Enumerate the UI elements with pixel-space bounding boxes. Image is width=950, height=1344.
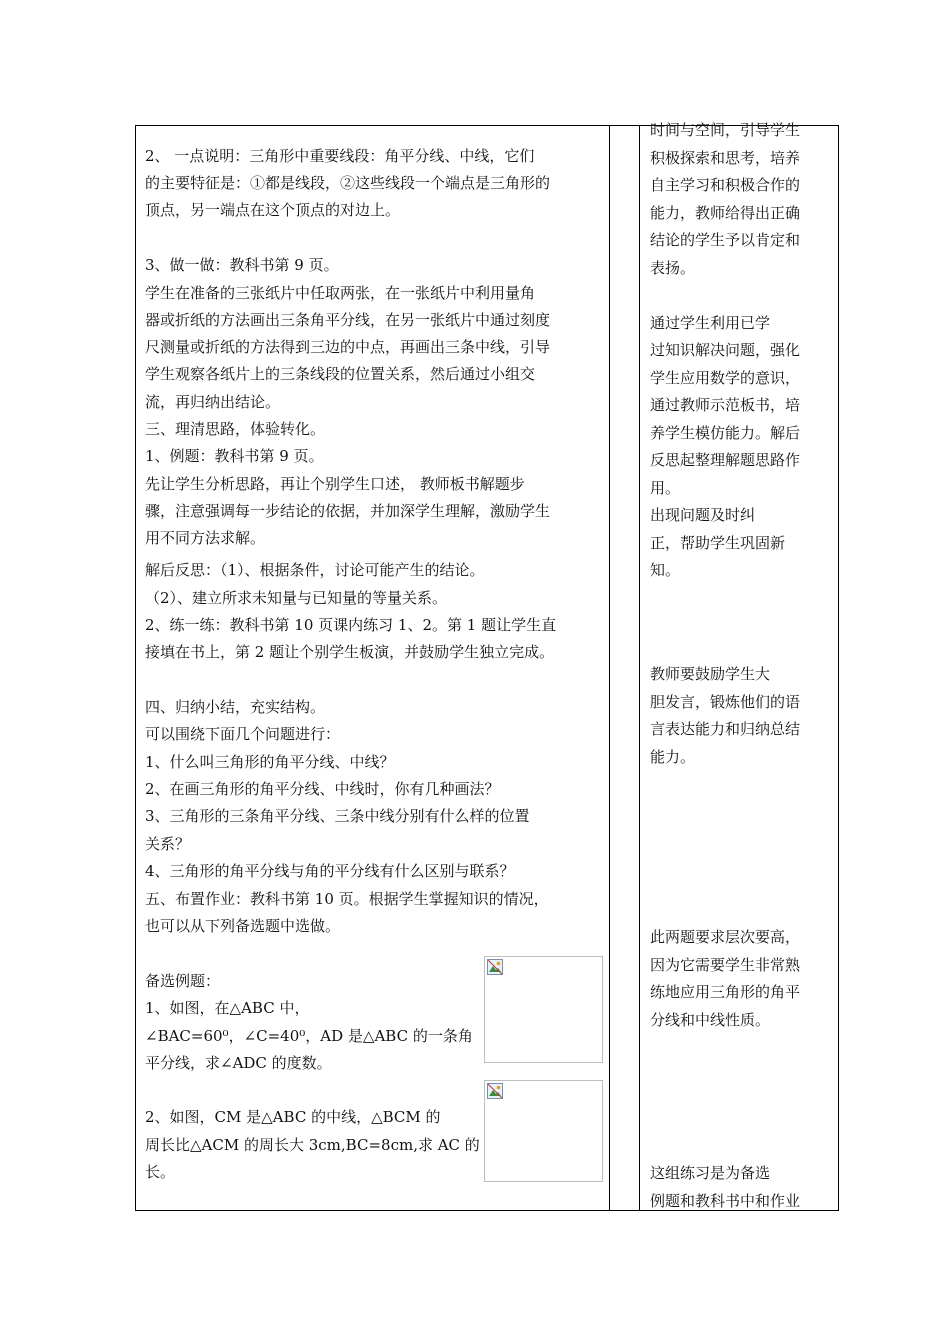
- right-text-line: 通过教师示范板书，培: [650, 396, 801, 414]
- column-divider-1: [609, 126, 610, 1210]
- left-text-line: 周长比△ACM 的周长大 3cm,BC=8cm,求 AC 的: [145, 1136, 480, 1154]
- right-text-line: 表扬。: [650, 259, 696, 277]
- left-text-line: 2、练一练：教科书第 10 页课内练习 1、2。第 1 题让学生直: [145, 616, 557, 634]
- right-text-line: 时间与空间，引导学生: [650, 121, 801, 139]
- right-text-line: 因为它需要学生非常熟: [650, 956, 801, 974]
- right-text-line: 用。: [650, 479, 681, 497]
- left-text-line: 3、做一做：教科书第 9 页。: [145, 256, 339, 274]
- right-text-line: 结论的学生予以肯定和: [650, 231, 801, 249]
- left-text-line: 也可以从下列备选题中选做。: [145, 917, 341, 935]
- left-text-line: 平分线，求∠ADC 的度数。: [145, 1054, 332, 1072]
- left-text-line: 四、归纳小结，充实结构。: [145, 698, 326, 716]
- left-text-line: 4、三角形的角平分线与角的平分线有什么区别与联系？: [145, 862, 515, 880]
- left-text-line: 三、理清思路，体验转化。: [145, 420, 326, 438]
- left-text-line: 骤，注意强调每一步结论的依据，并加深学生理解，激励学生: [145, 502, 551, 520]
- right-text-line: 积极探索和思考，培养: [650, 149, 801, 167]
- left-text-line: 尺测量或折纸的方法得到三边的中点，再画出三条中线，引导: [145, 338, 551, 356]
- broken-image-icon: [487, 1083, 503, 1099]
- right-text-line: 学生应用数学的意识，: [650, 369, 801, 387]
- left-text-line: 先让学生分析思路，再让个别学生口述， 教师板书解题步: [145, 475, 525, 493]
- left-text-line: 2、如图，CM 是△ABC 的中线，△BCM 的: [145, 1108, 441, 1126]
- left-text-line: 解后反思：（1）、根据条件，讨论可能产生的结论。: [145, 561, 485, 579]
- left-text-line: 接填在书上，第 2 题让个别学生板演，并鼓励学生独立完成。: [145, 643, 555, 661]
- left-text-line: 顶点，另一端点在这个顶点的对边上。: [145, 201, 401, 219]
- left-text-line: 1、如图，在△ABC 中，: [145, 999, 310, 1017]
- figure-2-image: [484, 1080, 603, 1182]
- left-text-line: 器或折纸的方法画出三条角平分线，在另一张纸片中通过刻度: [145, 311, 551, 329]
- left-text-line: 学生观察各纸片上的三条线段的位置关系，然后通过小组交: [145, 365, 536, 383]
- right-text-line: 出现问题及时纠: [650, 506, 756, 524]
- right-text-line: 通过学生利用已学: [650, 314, 771, 332]
- broken-image-icon: [487, 959, 503, 975]
- right-text-line: 正，帮助学生巩固新: [650, 534, 786, 552]
- left-text-line: 备选例题：: [145, 972, 221, 990]
- left-text-line: 关系？: [145, 835, 191, 853]
- left-text-line: （2）、建立所求未知量与已知量的等量关系。: [145, 589, 448, 607]
- right-text-line: 反思起整理解题思路作: [650, 451, 801, 469]
- left-text-line: 流，再归纳出结论。: [145, 393, 281, 411]
- right-text-line: 此两题要求层次要高，: [650, 928, 801, 946]
- left-text-line: 2、 一点说明：三角形中重要线段：角平分线、中线，它们: [145, 147, 535, 165]
- right-text-line: 例题和教科书中和作业: [650, 1192, 801, 1210]
- right-text-line: 练地应用三角形的角平: [650, 983, 801, 1001]
- left-text-line: 3、三角形的三条角平分线、三条中线分别有什么样的位置: [145, 807, 530, 825]
- left-text-line: 1、什么叫三角形的角平分线、中线？: [145, 753, 395, 771]
- right-text-line: 过知识解决问题，强化: [650, 341, 801, 359]
- column-divider-2: [639, 126, 640, 1210]
- figure-1-image: [484, 956, 603, 1063]
- left-text-line: 学生在准备的三张纸片中任取两张，在一张纸片中利用量角: [145, 284, 536, 302]
- right-text-line: 言表达能力和归纳总结: [650, 720, 801, 738]
- right-text-line: 教师要鼓励学生大: [650, 665, 771, 683]
- right-text-line: 知。: [650, 561, 681, 579]
- left-text-line: 长。: [145, 1163, 176, 1181]
- left-text-line: 2、在画三角形的角平分线、中线时，你有几种画法？: [145, 780, 500, 798]
- right-text-line: 能力，教师给得出正确: [650, 204, 801, 222]
- right-text-line: 胆发言，锻炼他们的语: [650, 693, 801, 711]
- left-text-line: ∠BAC=60⁰，∠C=40⁰，AD 是△ABC 的一条角: [145, 1027, 473, 1045]
- right-text-line: 养学生模仿能力。解后: [650, 424, 801, 442]
- left-text-line: 的主要特征是：①都是线段，②这些线段一个端点是三角形的: [145, 174, 551, 192]
- left-text-line: 用不同方法求解。: [145, 529, 266, 547]
- left-text-line: 1、例题：教科书第 9 页。: [145, 447, 324, 465]
- left-text-line: 五、布置作业：教科书第 10 页。根据学生掌握知识的情况，: [145, 890, 549, 908]
- left-text-line: 可以围绕下面几个问题进行：: [145, 725, 341, 743]
- right-text-line: 自主学习和积极合作的: [650, 176, 801, 194]
- right-text-line: 分线和中线性质。: [650, 1011, 771, 1029]
- right-text-line: 能力。: [650, 748, 696, 766]
- right-text-line: 这组练习是为备选: [650, 1164, 771, 1182]
